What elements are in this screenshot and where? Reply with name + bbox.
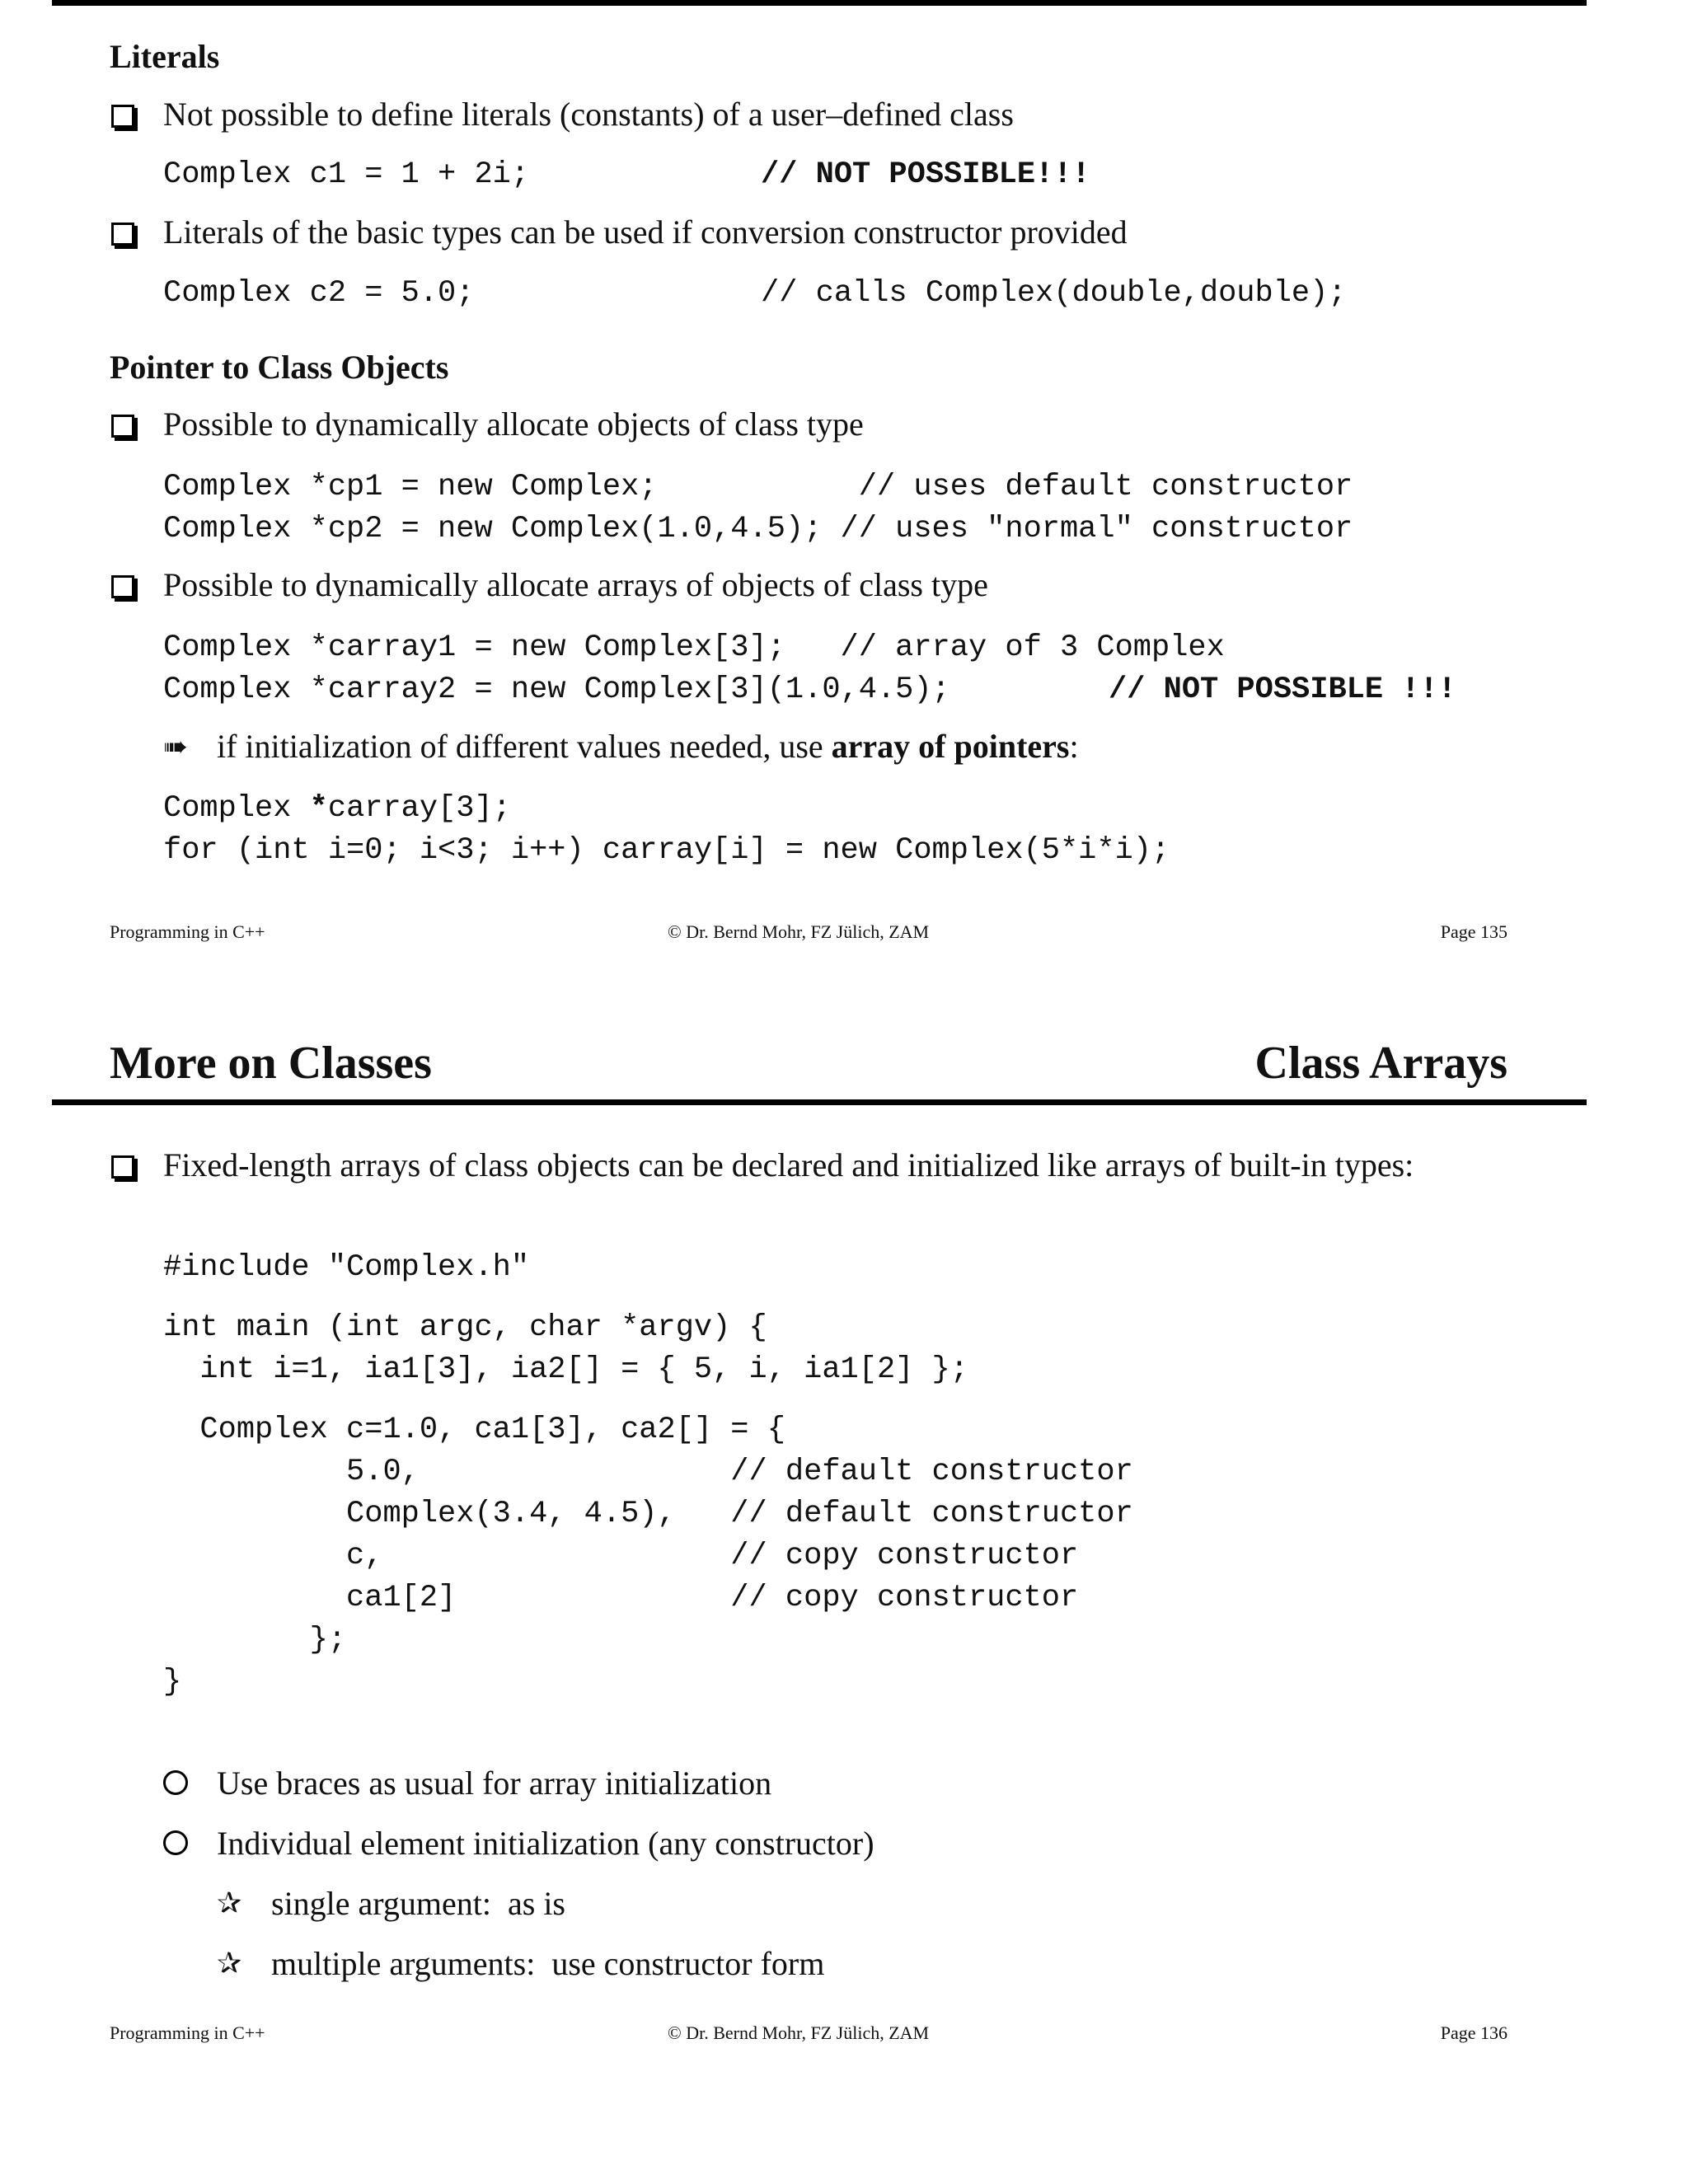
footer-left: Programming in C++ <box>110 2022 265 2043</box>
box-bullet-icon <box>111 1155 134 1179</box>
code-main-close: } <box>163 1665 182 1699</box>
circle-bullet-icon <box>163 1770 188 1795</box>
code-cp1: Complex *cp1 = new Complex; // uses default constructor <box>163 470 1353 504</box>
star-icon: ✰ <box>217 1886 242 1920</box>
sub-bullet-braces: Use braces as usual for array initialization <box>217 1765 772 1802</box>
footer-center: © Dr. Bernd Mohr, FZ Jülich, ZAM <box>668 921 930 942</box>
footer-page-number: Page 135 <box>1440 921 1507 942</box>
code-cp2: Complex *cp2 = new Complex(1.0,4.5); // uses "normal" constructor <box>163 512 1353 546</box>
title-rule <box>52 1099 1587 1105</box>
literals-bullet-1: Not possible to define literals (constants) of a user–defined class <box>163 96 1014 133</box>
code-for-loop: for (int i=0; i<3; i++) carray[i] = new Complex(5*i*i); <box>163 833 1170 868</box>
arrow-bullet-icon: ➠ <box>163 730 189 764</box>
pointers-note: if initialization of different values needed, use array of pointers: <box>217 728 1079 765</box>
code-carray-decl: Complex *carray[3]; <box>163 791 511 826</box>
sub-bullet-individual: Individual element initialization (any constructor) <box>217 1825 874 1862</box>
star-bullet-multiple: multiple arguments: use constructor form <box>271 1945 825 1982</box>
footer-center: © Dr. Bernd Mohr, FZ Jülich, ZAM <box>668 2022 930 2043</box>
code-literal-c1-comment: // NOT POSSIBLE!!! <box>761 157 1090 192</box>
slide-title-right: Class Arrays <box>1254 1038 1507 1089</box>
code-init-1: 5.0, // default constructor <box>163 1455 1133 1489</box>
code-complex-decl: Complex c=1.0, ca1[3], ca2[] = { <box>163 1413 785 1447</box>
star-bullet-single: single argument: as is <box>271 1885 565 1922</box>
class-arrays-bullet: Fixed-length arrays of class objects can be declared and initialized like arrays of built-in types: <box>163 1146 1414 1183</box>
pointers-bullet-1: Possible to dynamically allocate objects of class type <box>163 405 864 443</box>
code-carray1: Complex *carray1 = new Complex[3]; // array of 3 Complex <box>163 630 1225 665</box>
code-literal-c1: Complex c1 = 1 + 2i; <box>163 157 530 192</box>
star-icon: ✰ <box>217 1947 242 1980</box>
footer-page-number: Page 136 <box>1440 2022 1507 2043</box>
box-bullet-icon <box>111 575 134 598</box>
section-heading-literals: Literals <box>110 38 220 75</box>
circle-bullet-icon <box>163 1830 188 1855</box>
code-carray2-comment: // NOT POSSIBLE !!! <box>1109 673 1456 707</box>
note-bold-term: array of pointers <box>831 728 1070 765</box>
top-rule <box>52 0 1587 6</box>
box-bullet-icon <box>111 105 134 128</box>
box-bullet-icon <box>111 223 134 246</box>
box-bullet-icon <box>111 415 134 438</box>
code-init-close: }; <box>163 1623 347 1657</box>
section-heading-pointers: Pointer to Class Objects <box>110 349 449 386</box>
code-carray2: Complex *carray2 = new Complex[3](1.0,4.5); <box>163 673 950 707</box>
code-include: #include "Complex.h" <box>163 1250 530 1285</box>
code-literal-c2-comment: // calls Complex(double,double); <box>761 276 1347 311</box>
code-init-4: ca1[2] // copy constructor <box>163 1581 1079 1615</box>
footer-left: Programming in C++ <box>110 921 265 942</box>
slide-title-left: More on Classes <box>110 1038 432 1089</box>
code-int-decl: int i=1, ia1[3], ia2[] = { 5, i, ia1[2] }; <box>163 1352 968 1387</box>
code-init-3: c, // copy constructor <box>163 1539 1079 1573</box>
pointers-bullet-2: Possible to dynamically allocate arrays of objects of class type <box>163 566 988 603</box>
literals-bullet-2: Literals of the basic types can be used if conversion constructor provided <box>163 213 1128 251</box>
code-literal-c2: Complex c2 = 5.0; <box>163 276 475 311</box>
code-main-signature: int main (int argc, char *argv) { <box>163 1310 767 1345</box>
code-init-2: Complex(3.4, 4.5), // default constructor <box>163 1497 1133 1531</box>
